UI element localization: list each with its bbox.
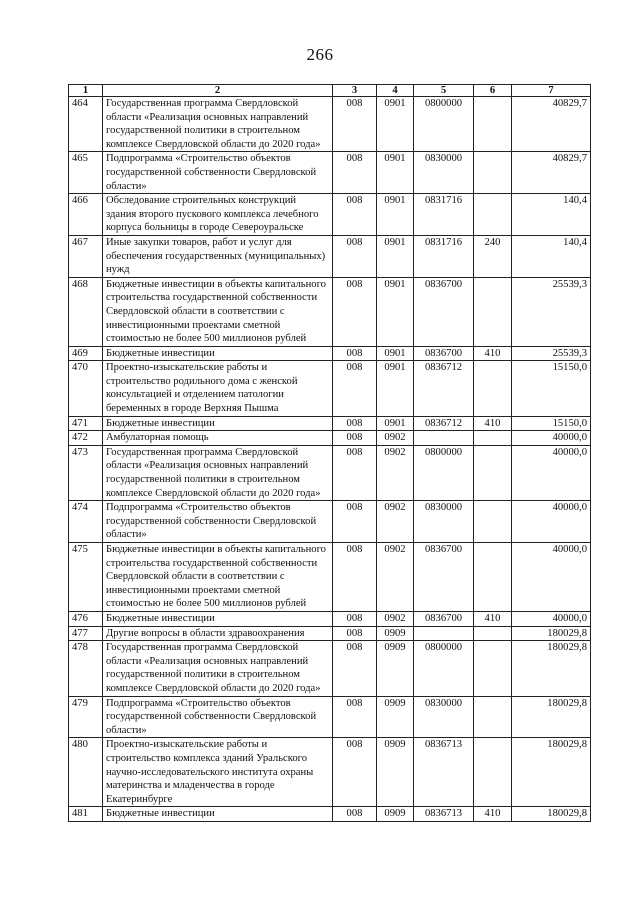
row-code-3: 008 — [333, 97, 377, 152]
table-row — [69, 807, 591, 822]
row-name: Иные закупки товаров, работ и услуг для обеспечения государственных (муниципальных) нужд — [103, 235, 333, 277]
row-code-6: 410 — [474, 611, 512, 626]
row-amount: 25539,3 — [512, 277, 591, 346]
row-code-4: 0902 — [377, 431, 414, 446]
row-amount: 40000,0 — [512, 501, 591, 543]
row-code-3: 008 — [333, 445, 377, 500]
row-amount: 40000,0 — [512, 611, 591, 626]
row-number: 477 — [69, 626, 103, 641]
row-code-5: 0831716 — [414, 194, 474, 236]
table-row — [69, 97, 591, 152]
row-code-3: 008 — [333, 626, 377, 641]
row-code-3: 008 — [333, 194, 377, 236]
row-code-4: 0909 — [377, 738, 414, 807]
row-number: 470 — [69, 361, 103, 416]
row-code-5: 0836713 — [414, 738, 474, 807]
row-name: Проектно-изыскательские работы и строительство родильного дома с женской консультацией и отделением патологии беременных в городе Верхняя Пышма — [103, 361, 333, 416]
row-number: 465 — [69, 152, 103, 194]
table-row — [69, 277, 591, 346]
row-code-6: 410 — [474, 807, 512, 822]
row-amount: 15150,0 — [512, 416, 591, 431]
row-code-4: 0902 — [377, 611, 414, 626]
row-name: Государственная программа Свердловской области «Реализация основных направлений государственной политики в строительном комплексе Свердловской области до 2020 года» — [103, 97, 333, 152]
row-code-4: 0902 — [377, 543, 414, 612]
row-code-5 — [414, 626, 474, 641]
row-code-3: 008 — [333, 235, 377, 277]
row-code-5: 0831716 — [414, 235, 474, 277]
row-code-5 — [414, 431, 474, 446]
row-code-6 — [474, 194, 512, 236]
row-code-4: 0901 — [377, 346, 414, 361]
row-amount: 25539,3 — [512, 346, 591, 361]
table-row — [69, 641, 591, 696]
row-code-5: 0800000 — [414, 445, 474, 500]
column-header: 4 — [377, 85, 414, 97]
row-code-6 — [474, 626, 512, 641]
row-code-6 — [474, 97, 512, 152]
column-header: 6 — [474, 85, 512, 97]
row-code-5: 0836700 — [414, 611, 474, 626]
row-code-6 — [474, 696, 512, 738]
budget-table — [68, 84, 591, 822]
row-code-4: 0901 — [377, 152, 414, 194]
row-code-4: 0901 — [377, 416, 414, 431]
row-code-5: 0836700 — [414, 277, 474, 346]
row-code-3: 008 — [333, 501, 377, 543]
table-row — [69, 194, 591, 236]
header-row — [69, 85, 591, 97]
row-name: Подпрограмма «Строительство объектов государственной собственности Свердловской области» — [103, 501, 333, 543]
row-name: Государственная программа Свердловской области «Реализация основных направлений государственной политики в строительном комплексе Свердловской области до 2020 года» — [103, 445, 333, 500]
row-number: 475 — [69, 543, 103, 612]
row-code-5: 0836712 — [414, 416, 474, 431]
row-code-4: 0902 — [377, 445, 414, 500]
row-code-6: 410 — [474, 416, 512, 431]
row-code-6 — [474, 501, 512, 543]
row-code-6 — [474, 738, 512, 807]
row-code-3: 008 — [333, 361, 377, 416]
row-code-3: 008 — [333, 641, 377, 696]
row-code-4: 0909 — [377, 641, 414, 696]
row-name: Обследование строительных конструкций здания второго пускового комплекса лечебного корпуса больницы в городе Североуральске — [103, 194, 333, 236]
row-amount: 40000,0 — [512, 445, 591, 500]
row-code-4: 0909 — [377, 696, 414, 738]
row-code-3: 008 — [333, 416, 377, 431]
row-amount: 180029,8 — [512, 626, 591, 641]
row-name: Бюджетные инвестиции — [103, 346, 333, 361]
row-number: 471 — [69, 416, 103, 431]
row-code-3: 008 — [333, 611, 377, 626]
table-row — [69, 501, 591, 543]
column-header: 3 — [333, 85, 377, 97]
row-amount: 180029,8 — [512, 641, 591, 696]
row-code-4: 0902 — [377, 501, 414, 543]
row-name: Проектно-изыскательские работы и строительство комплекса зданий Уральского научно-исследовательского института охраны материнства и младенчества в городе Екатеринбурге — [103, 738, 333, 807]
row-code-5: 0830000 — [414, 696, 474, 738]
row-number: 478 — [69, 641, 103, 696]
row-number: 476 — [69, 611, 103, 626]
row-code-6 — [474, 277, 512, 346]
row-code-4: 0909 — [377, 807, 414, 822]
row-code-3: 008 — [333, 277, 377, 346]
table-row — [69, 152, 591, 194]
row-amount: 40829,7 — [512, 97, 591, 152]
column-header: 5 — [414, 85, 474, 97]
row-code-6 — [474, 431, 512, 446]
table-row — [69, 416, 591, 431]
row-code-4: 0901 — [377, 361, 414, 416]
row-code-3: 008 — [333, 696, 377, 738]
row-code-6: 410 — [474, 346, 512, 361]
row-number: 466 — [69, 194, 103, 236]
row-code-6 — [474, 152, 512, 194]
row-amount: 140,4 — [512, 194, 591, 236]
row-name: Бюджетные инвестиции — [103, 807, 333, 822]
table-row — [69, 431, 591, 446]
row-name: Государственная программа Свердловской области «Реализация основных направлений государственной политики в строительном комплексе Свердловской области до 2020 года» — [103, 641, 333, 696]
row-number: 469 — [69, 346, 103, 361]
row-code-3: 008 — [333, 807, 377, 822]
row-name: Бюджетные инвестиции в объекты капитального строительства государственной собственности Свердловской области в соответствии с инвестиционными проектами сметной стоимостью не более 500 миллионов рублей — [103, 277, 333, 346]
row-code-5: 0800000 — [414, 641, 474, 696]
row-code-6: 240 — [474, 235, 512, 277]
row-code-3: 008 — [333, 431, 377, 446]
row-code-3: 008 — [333, 152, 377, 194]
row-amount: 180029,8 — [512, 807, 591, 822]
row-name: Бюджетные инвестиции — [103, 416, 333, 431]
row-amount: 180029,8 — [512, 738, 591, 807]
row-code-5: 0836700 — [414, 543, 474, 612]
row-amount: 180029,8 — [512, 696, 591, 738]
row-name: Другие вопросы в области здравоохранения — [103, 626, 333, 641]
table-row — [69, 696, 591, 738]
row-number: 464 — [69, 97, 103, 152]
row-number: 481 — [69, 807, 103, 822]
row-code-4: 0909 — [377, 626, 414, 641]
row-number: 480 — [69, 738, 103, 807]
row-amount: 40000,0 — [512, 543, 591, 612]
row-code-6 — [474, 361, 512, 416]
row-code-6 — [474, 543, 512, 612]
row-name: Бюджетные инвестиции — [103, 611, 333, 626]
row-name: Амбулаторная помощь — [103, 431, 333, 446]
row-number: 479 — [69, 696, 103, 738]
row-amount: 40000,0 — [512, 431, 591, 446]
table-row — [69, 626, 591, 641]
row-amount: 15150,0 — [512, 361, 591, 416]
row-amount: 140,4 — [512, 235, 591, 277]
row-name: Подпрограмма «Строительство объектов государственной собственности Свердловской области» — [103, 152, 333, 194]
row-number: 473 — [69, 445, 103, 500]
table-row — [69, 235, 591, 277]
column-header: 2 — [103, 85, 333, 97]
row-number: 472 — [69, 431, 103, 446]
row-number: 474 — [69, 501, 103, 543]
row-code-3: 008 — [333, 346, 377, 361]
row-code-5: 0836700 — [414, 346, 474, 361]
table-row — [69, 361, 591, 416]
table-row — [69, 346, 591, 361]
row-code-6 — [474, 641, 512, 696]
column-header: 7 — [512, 85, 591, 97]
table-row — [69, 543, 591, 612]
row-code-4: 0901 — [377, 97, 414, 152]
row-code-5: 0830000 — [414, 152, 474, 194]
row-amount: 40829,7 — [512, 152, 591, 194]
row-name: Бюджетные инвестиции в объекты капитального строительства государственной собственности Свердловской области в соответствии с инвестиционными проектами сметной стоимостью не более 500 миллионов рублей — [103, 543, 333, 612]
table-row — [69, 445, 591, 500]
table-row — [69, 738, 591, 807]
page-number: 266 — [306, 45, 334, 64]
table-row — [69, 611, 591, 626]
row-number: 467 — [69, 235, 103, 277]
row-code-3: 008 — [333, 738, 377, 807]
row-code-3: 008 — [333, 543, 377, 612]
row-code-4: 0901 — [377, 277, 414, 346]
row-code-6 — [474, 445, 512, 500]
row-code-4: 0901 — [377, 235, 414, 277]
row-code-5: 0836712 — [414, 361, 474, 416]
row-code-5: 0836713 — [414, 807, 474, 822]
row-code-4: 0901 — [377, 194, 414, 236]
row-code-5: 0830000 — [414, 501, 474, 543]
row-code-5: 0800000 — [414, 97, 474, 152]
row-number: 468 — [69, 277, 103, 346]
column-header: 1 — [69, 85, 103, 97]
row-name: Подпрограмма «Строительство объектов государственной собственности Свердловской области» — [103, 696, 333, 738]
